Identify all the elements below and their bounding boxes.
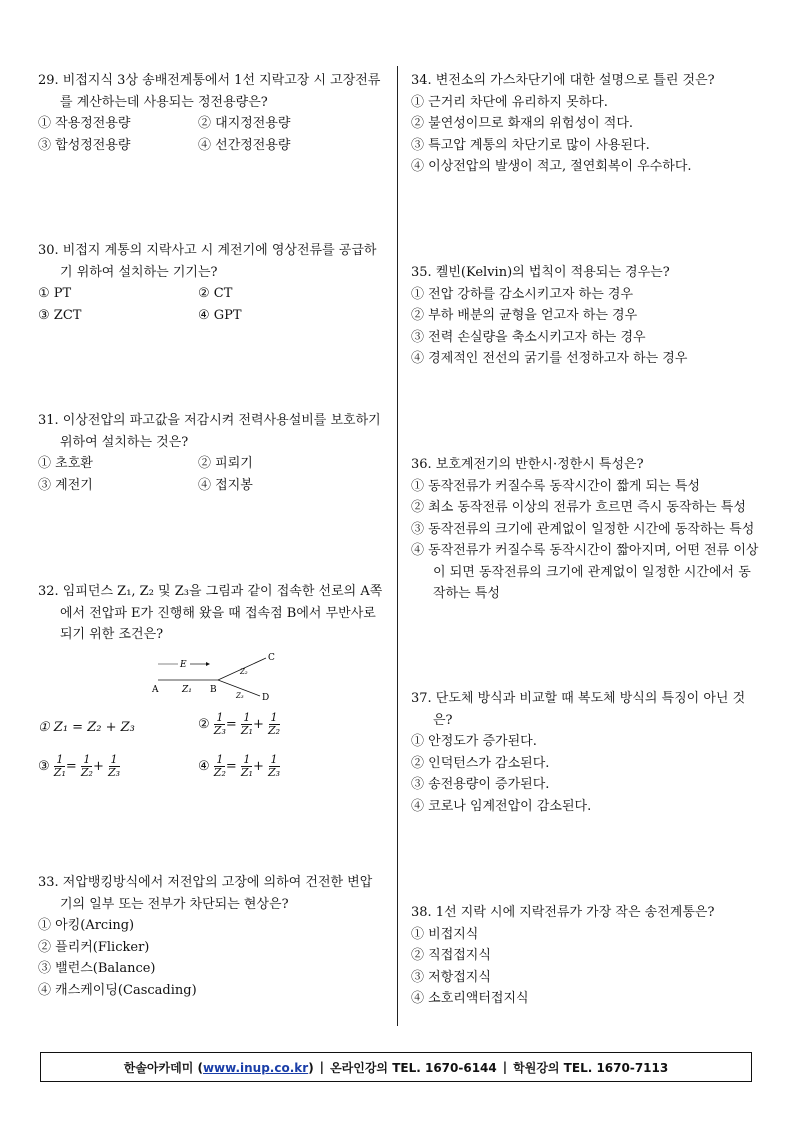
option-1: ① 안정도가 증가된다. xyxy=(411,734,537,749)
option-list xyxy=(38,712,383,792)
option-1: ① 작용정전용량 xyxy=(38,116,131,131)
option-3: ③ 저항접지식 xyxy=(411,969,491,985)
option-2: ② 피뢰기 xyxy=(198,456,253,471)
footer-banner: 한솔아카데미 (www.inup.co.kr) | 온라인강의 TEL. 1670-6144 | 학원강의 TEL. 1670-7113 xyxy=(40,1052,752,1082)
option-list xyxy=(38,283,383,326)
label-z1: Z₁ xyxy=(182,684,192,695)
option-list xyxy=(411,924,759,1010)
label-b: B xyxy=(210,684,217,695)
option-4: ④ 코로나 임계전압이 감소된다. xyxy=(411,798,592,814)
question-29 xyxy=(38,70,383,156)
option-1: ① Z₁ = Z₂ + Z₃ xyxy=(38,719,135,735)
option-1: ① 초호환 xyxy=(38,456,93,471)
question-stem: 33. 저압뱅킹방식에서 저전압의 고장에 의하여 건전한 변압기의 일부 또는 전부가 차단되는 현상은? xyxy=(38,875,373,912)
separator: | xyxy=(502,1060,508,1074)
option-1: ① 아킹(Arcing) xyxy=(38,918,135,933)
label-d: D xyxy=(262,692,270,702)
option-1: ① 근거리 차단에 유리하지 못하다. xyxy=(411,94,608,110)
label-z3: Z₃ xyxy=(236,691,244,700)
option-3: ③ 밸런스(Balance) xyxy=(38,961,156,976)
option-4: ④ 접지봉 xyxy=(198,477,253,493)
option-2: ② 직접접지식 xyxy=(411,948,491,963)
offline-phone: 학원강의 TEL. 1670-7113 xyxy=(513,1060,669,1075)
option-2: ② $\frac{1}{\text{Z₃}}$ = $\frac{1}{\text{Z₁}}$ + $\frac{1}{\text{Z₂}}$ xyxy=(198,710,281,737)
option-3: ③ 송전용량이 증가된다. xyxy=(411,777,550,792)
online-phone: 온라인강의 TEL. 1670-6144 xyxy=(330,1060,497,1075)
option-list xyxy=(38,453,383,496)
option-4: ④ $\frac{1}{\text{Z₂}}$ = $\frac{1}{\text{Z₁}}$ + $\frac{1}{\text{Z₃}}$ xyxy=(198,752,281,779)
question-30 xyxy=(38,240,383,326)
option-list xyxy=(411,476,759,605)
option-4: ④ 소호리액터접지식 xyxy=(411,991,529,1006)
question-37 xyxy=(411,688,759,817)
option-1: ① 동작전류가 커질수록 동작시간이 짧게 되는 특성 xyxy=(411,478,700,494)
column-divider xyxy=(397,66,398,1026)
option-4: ④ 이상전압의 발생이 적고, 절연회복이 우수하다. xyxy=(411,159,692,174)
option-4: ④ GPT xyxy=(198,307,242,323)
question-33 xyxy=(38,872,383,1001)
option-3: ③ 특고압 계통의 차단기로 많이 사용된다. xyxy=(411,137,650,153)
option-2: ② 플리커(Flicker) xyxy=(38,939,150,955)
question-31 xyxy=(38,410,383,496)
option-list xyxy=(411,731,759,817)
option-2: ② 불연성이므로 화재의 위험성이 적다. xyxy=(411,116,634,131)
option-3: ③ 합성정전용량 xyxy=(38,137,131,153)
option-list xyxy=(38,113,383,156)
question-36 xyxy=(411,454,759,605)
option-3: ③ 전력 손실량을 축소시키고자 하는 경우 xyxy=(411,329,646,345)
question-stem: 29. 비접지식 3상 송배전계통에서 1선 지락고장 시 고장전류를 계산하는데 사용되는 정전용량은? xyxy=(38,73,381,110)
question-38 xyxy=(411,902,759,1010)
question-stem: 36. 보호계전기의 반한시·정한시 특성은? xyxy=(411,457,644,472)
question-stem: 34. 변전소의 가스차단기에 대한 설명으로 틀린 것은? xyxy=(411,73,715,88)
option-2: ② 부하 배분의 균형을 얻고자 하는 경우 xyxy=(411,308,638,323)
question-stem: 32. 임피던스 Z₁, Z₂ 및 Z₃을 그림과 같이 접속한 선로의 A쪽에서 전압파 E가 진행해 왔을 때 접속점 B에서 무반사로 되기 위한 조건은? xyxy=(38,584,383,642)
option-2: ② 인덕턴스가 감소된다. xyxy=(411,755,550,771)
separator: | xyxy=(319,1060,325,1074)
academy-link[interactable]: www.inup.co.kr xyxy=(202,1060,309,1075)
option-4: ④ 경제적인 전선의 굵기를 선정하고자 하는 경우 xyxy=(411,351,688,366)
option-2: ② 최소 동작전류 이상의 전류가 흐르면 즉시 동작하는 특성 xyxy=(411,500,746,515)
question-35 xyxy=(411,262,759,370)
option-3: ③ 계전기 xyxy=(38,477,93,493)
question-stem: 37. 단도체 방식과 비교할 때 복도체 방식의 특징이 아닌 것은? xyxy=(411,691,746,728)
label-e: E xyxy=(180,659,187,670)
option-4: ④ 선간정전용량 xyxy=(198,137,291,153)
option-list xyxy=(411,284,759,370)
option-2: ② CT xyxy=(198,286,233,301)
option-2: ② 대지정전용량 xyxy=(198,116,291,131)
option-list xyxy=(38,915,383,1001)
question-stem: 35. 켈빈(Kelvin)의 법칙이 적용되는 경우는? xyxy=(411,265,670,280)
circuit-figure xyxy=(148,652,288,702)
academy-name: 한솔아카데미 ( xyxy=(123,1060,203,1075)
question-stem: 38. 1선 지락 시에 지락전류가 가장 작은 송전계통은? xyxy=(411,905,715,920)
question-32 xyxy=(38,581,383,792)
label-a: A xyxy=(152,684,159,695)
question-stem: 31. 이상전압의 파고값을 저감시켜 전력사용설비를 보호하기 위하여 설치하는 것은? xyxy=(38,413,381,450)
question-stem: 30. 비접지 계통의 지락사고 시 계전기에 영상전류를 공급하기 위하여 설치하는 기기는? xyxy=(38,243,377,280)
option-1: ① 전압 강하를 감소시키고자 하는 경우 xyxy=(411,286,634,302)
option-1: ① 비접지식 xyxy=(411,926,479,942)
option-3: ③ $\frac{1}{\text{Z₁}}$ = $\frac{1}{\text{Z₂}}$ + $\frac{1}{\text{Z₃}}$ xyxy=(38,752,121,779)
label-c: C xyxy=(268,652,275,663)
question-34 xyxy=(411,70,759,178)
option-3: ③ ZCT xyxy=(38,307,82,323)
option-4: ④ 캐스케이딩(Cascading) xyxy=(38,982,197,998)
option-1: ① PT xyxy=(38,286,72,301)
option-3: ③ 동작전류의 크기에 관계없이 일정한 시간에 동작하는 특성 xyxy=(411,521,755,537)
option-list xyxy=(411,92,759,178)
label-z2: Z₂ xyxy=(240,667,248,676)
option-4: ④ 동작전류가 커질수록 동작시간이 짧아지며, 어떤 전류 이상이 되면 동작전류의 크기에 관계없이 일정한 시간에서 동작하는 특성 xyxy=(411,543,759,601)
